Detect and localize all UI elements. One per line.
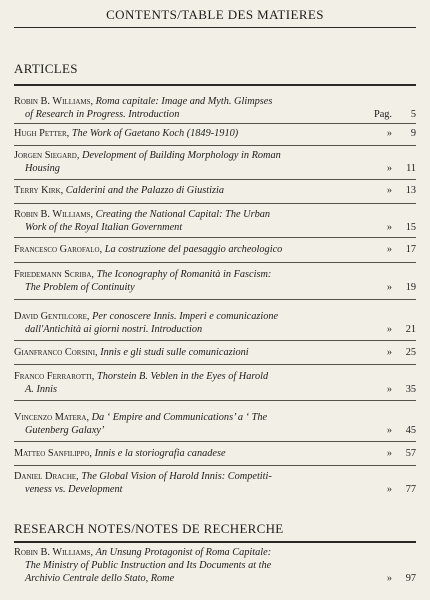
toc-entry[interactable]: [14, 127, 416, 140]
toc-entry[interactable]: [14, 184, 416, 197]
entry-title-cont: dall'Antichità ai giorni nostri. Introduction: [25, 324, 203, 335]
entry-title: Development of Building Morphology in Roman: [82, 150, 281, 161]
entry-title-cont: veness vs. Development: [25, 484, 123, 495]
entry-title-cont: of Research in Progress. Introduction: [25, 109, 180, 120]
entry-page-prefix: »: [386, 448, 392, 459]
entry-title: Thorstein B. Veblen in the Eyes of Harold: [96, 371, 269, 382]
entry-author: Robin B. Williams,: [14, 209, 94, 220]
toc-entry[interactable]: [14, 346, 416, 359]
entry-divider: [14, 400, 416, 401]
entry-author: Terry Kirk,: [14, 185, 64, 196]
toc-entry[interactable]: [14, 95, 416, 121]
entry-page-number: 21: [405, 324, 416, 335]
entry-title: The Global Vision of Harold Innis: Competiti-: [81, 471, 272, 482]
entry-divider: [14, 203, 416, 204]
articles-heading: ARTICLES: [14, 61, 78, 76]
entry-page-number: 9: [410, 128, 416, 139]
toc-entry-research[interactable]: [14, 546, 416, 585]
entry-divider: [14, 123, 416, 124]
entry-author: Francesco Garofalo,: [14, 244, 103, 255]
entry-page-prefix: »: [386, 425, 392, 436]
entry-page-number: 45: [405, 425, 416, 436]
entry-page-prefix: »: [386, 222, 392, 233]
entry-title-cont: Work of the Royal Italian Government: [25, 222, 183, 233]
entry-title: Calderini and the Palazzo di Giustizia: [65, 185, 224, 196]
entry-author: Robin B. Williams,: [14, 96, 94, 107]
entry-title: La costruzione del paesaggio archeologico: [104, 244, 283, 255]
entry-title-cont: Gutenberg Galaxy’: [25, 425, 105, 436]
toc-entry[interactable]: [14, 208, 416, 234]
entry-title-cont: The Ministry of Public Instruction and Its Documents at the: [25, 560, 272, 571]
toc-entry[interactable]: [14, 268, 416, 294]
entry-title: The Work of Gaetano Koch (1849-1910): [71, 128, 239, 139]
entry-page-number: 11: [406, 163, 416, 174]
entry-divider: [14, 441, 416, 442]
toc-entry[interactable]: [14, 411, 416, 437]
entry-page-number: 5: [410, 109, 416, 120]
entry-page-prefix: Pag.: [373, 109, 392, 120]
entry-author: Gianfranco Corsini,: [14, 347, 98, 358]
entry-page-prefix: »: [386, 282, 392, 293]
articles-rule: [14, 84, 416, 86]
entry-page-prefix: »: [386, 324, 392, 335]
entry-author: Friedemann Scriba,: [14, 269, 94, 280]
entry-title-cont: A. Innis: [25, 384, 58, 395]
entry-divider: [14, 237, 416, 238]
toc-entry[interactable]: [14, 149, 416, 175]
entry-page-prefix: »: [386, 244, 392, 255]
entry-title: Creating the National Capital: The Urban: [95, 209, 271, 220]
entry-title: Innis e gli studi sulle comunicazioni: [100, 347, 249, 358]
entry-title: Per conoscere Innis. Imperi e comunicazione: [92, 311, 279, 322]
toc-entry[interactable]: [14, 243, 416, 256]
entry-page-prefix: »: [386, 163, 392, 174]
entry-title-cont: Archivio Centrale dello Stato, Rome: [25, 573, 175, 584]
entry-divider: [14, 340, 416, 341]
entry-page-number: 35: [405, 384, 416, 395]
entry-page-number: 57: [405, 448, 416, 459]
entry-author: Jorgen Siegard,: [14, 150, 80, 161]
entry-divider: [14, 145, 416, 146]
page-title: CONTENTS/TABLE DES MATIERES: [106, 7, 324, 22]
entry-page-number: 15: [405, 222, 416, 233]
entry-author: Vincenzo Matera,: [14, 412, 90, 423]
entry-author: Robin B. Williams,: [14, 547, 94, 558]
entry-page-prefix: »: [386, 484, 392, 495]
entry-title-cont: Housing: [25, 163, 60, 174]
title-rule: [14, 27, 416, 28]
entry-page-prefix: »: [386, 384, 392, 395]
entry-page-prefix: »: [386, 128, 392, 139]
toc-entry[interactable]: [14, 447, 416, 460]
entry-title: Roma capitale: Image and Myth. Glimpses: [95, 96, 273, 107]
toc-entry[interactable]: [14, 310, 416, 336]
research-rule: [14, 541, 416, 543]
entry-page-number: 17: [405, 244, 416, 255]
entry-author: Matteo Sanfilippo,: [14, 448, 92, 459]
entry-author: Daniel Drache,: [14, 471, 79, 482]
entry-divider: [14, 179, 416, 180]
entry-page-number: 25: [405, 347, 416, 358]
entry-author: David Gentilcore,: [14, 311, 90, 322]
entry-title: The Iconography of Romanità in Fascism:: [96, 269, 272, 280]
entry-page-number: 13: [405, 185, 416, 196]
entry-page-prefix: »: [386, 573, 392, 584]
entry-author: Franco Ferrarotti,: [14, 371, 95, 382]
toc-entry[interactable]: [14, 470, 416, 496]
entry-page-prefix: »: [386, 347, 392, 358]
entry-title-cont: The Problem of Continuity: [25, 282, 135, 293]
entry-divider: [14, 364, 416, 365]
entry-title: Da ‘ Empire and Communications’ a ‘ The: [91, 412, 268, 423]
entry-page-number: 19: [405, 282, 416, 293]
entry-page-prefix: »: [386, 185, 392, 196]
entry-title: An Unsung Protagonist of Roma Capitale:: [95, 547, 272, 558]
toc-entry[interactable]: [14, 370, 416, 396]
entry-page-number: 97: [405, 573, 416, 584]
entry-divider: [14, 299, 416, 300]
entry-page-number: 77: [405, 484, 416, 495]
entry-divider: [14, 465, 416, 466]
research-heading: RESEARCH NOTES/NOTES DE RECHERCHE: [14, 521, 284, 536]
entry-divider: [14, 262, 416, 263]
entry-title: Innis e la storiografia canadese: [94, 448, 226, 459]
entry-author: Hugh Petter,: [14, 128, 70, 139]
